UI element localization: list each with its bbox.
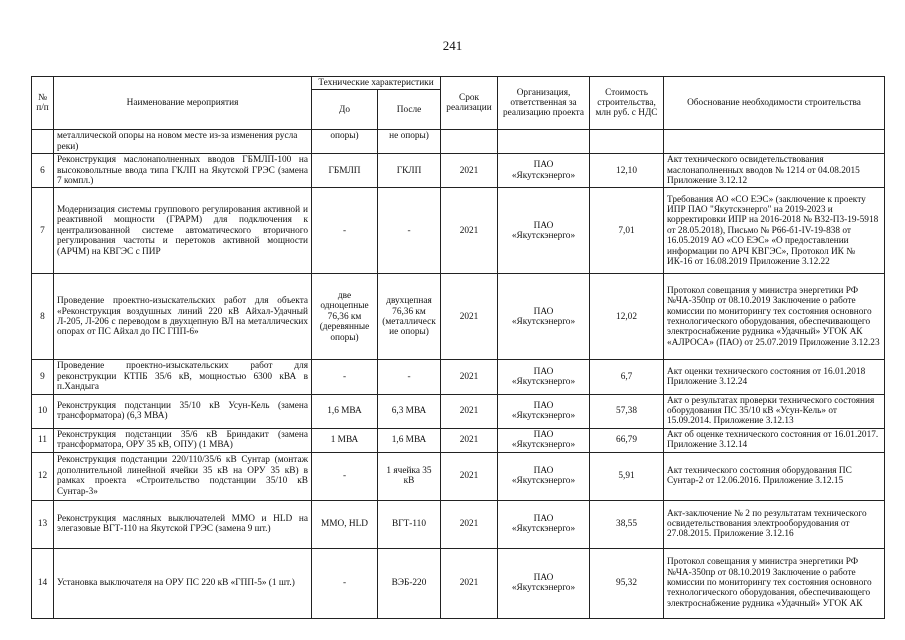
row-name: Реконструкция подстанции 35/10 кВ Усун-Кель (замена трансформатора) (6,3 МВА) <box>54 394 312 428</box>
row-term: 2021 <box>441 452 498 500</box>
row-num: 9 <box>32 360 54 394</box>
row-num: 14 <box>32 548 54 618</box>
row-name: Реконструкция подстанции 220/110/35/6 кВ Сунтар (монтаж дополнительной линейной ячейки 35 кВ на ОРУ 35 кВ) в рамках проекта «Строительство подстанции 35/10 кВ Сунтар-3» <box>54 452 312 500</box>
row-term: 2021 <box>441 154 498 188</box>
row-before: - <box>312 360 378 394</box>
header-cost: Стоимость строительства, млн руб. с НДС <box>590 77 664 130</box>
header-name: Наименование мероприятия <box>54 77 312 130</box>
row-before: 1,6 МВА <box>312 394 378 428</box>
projects-table <box>31 76 885 619</box>
row-after: ВГТ-110 <box>378 500 441 548</box>
header-before: До <box>312 90 378 130</box>
row-term: 2021 <box>441 188 498 274</box>
row-term: 2021 <box>441 500 498 548</box>
header-after: После <box>378 90 441 130</box>
table-row <box>32 394 885 428</box>
row-reason: Акт об оценке технического состояния от 16.01.2017. Приложение 3.12.14 <box>664 428 885 452</box>
row-name: Проведение проектно-изыскательских работ для реконструкции КТПБ 35/6 кВ, мощностью 6300 кВА в п.Хандыга <box>54 360 312 394</box>
row-term: 2021 <box>441 394 498 428</box>
row-name: Модернизация системы группового регулирования активной и реактивной мощности (ГРАРМ) для подключения к централизованной системе автоматического вторичного регулирования частоты и перетоков активной мощности (АРЧМ) на КВГЭС с ПИР <box>54 188 312 274</box>
row-before: 1 МВА <box>312 428 378 452</box>
table-row <box>32 188 885 274</box>
row-num: 11 <box>32 428 54 452</box>
row-after: - <box>378 360 441 394</box>
row-org: ПАО «Якутскэнерго» <box>498 452 590 500</box>
row-num: 12 <box>32 452 54 500</box>
row-name: Реконструкция масляных выключателей ММО и HLD на элегазовые ВГТ-110 на Якутской ГРЭС (замена 9 шт.) <box>54 500 312 548</box>
row-before: - <box>312 548 378 618</box>
row-after: двухцепная 76,36 км (металлическ ие опоры) <box>378 274 441 360</box>
header-tech: Технические характеристики <box>312 77 441 90</box>
row-before: две одноцепные 76,36 км (деревянные опоры) <box>312 274 378 360</box>
row-cost: 7,01 <box>590 188 664 274</box>
row-reason: Акт технического состояния оборудования ПС Сунтар-2 от 12.06.2016. Приложение 3.12.15 <box>664 452 885 500</box>
row-term: 2021 <box>441 548 498 618</box>
row-cost: 57,38 <box>590 394 664 428</box>
row-cost: 66,79 <box>590 428 664 452</box>
row-name: Проведение проектно-изыскательских работ для объекта «Реконструкция воздушных линий 220 кВ Айхал-Удачный Л-205, Л-206 с переводом в двухцепную ВЛ на металлических опорах от ПС Айхал до ПС ГПП-6» <box>54 274 312 360</box>
row-after: ГКЛП <box>378 154 441 188</box>
row-after: 1,6 МВА <box>378 428 441 452</box>
table-row <box>32 428 885 452</box>
row-name: металлической опоры на новом месте из-за изменения русла реки) <box>54 130 312 154</box>
row-term: 2021 <box>441 274 498 360</box>
header-reason: Обоснование необходимости строительства <box>664 77 885 130</box>
row-cost: 95,32 <box>590 548 664 618</box>
row-reason: Акт-заключение № 2 по результатам технического освидетельствования электрооборудования от 27.08.2015. Приложение 3.12.16 <box>664 500 885 548</box>
row-reason: Акт о результатах проверки технического состояния оборудования ПС 35/10 кВ «Усун-Кель» от 15.09.2014. Приложение 3.12.13 <box>664 394 885 428</box>
row-cost: 6,7 <box>590 360 664 394</box>
table-row <box>32 452 885 500</box>
header-num: № п/п <box>32 77 54 130</box>
row-org: ПАО «Якутскэнерго» <box>498 274 590 360</box>
row-num: 6 <box>32 154 54 188</box>
row-name: Реконструкция маслонаполненных вводов ГБМЛП-100 на высоковольтные ввода типа ГКЛП на Якутской ГРЭС (замена 7 компл.) <box>54 154 312 188</box>
row-num: 8 <box>32 274 54 360</box>
row-cost: 5,91 <box>590 452 664 500</box>
page-number: 241 <box>442 38 463 53</box>
row-reason: Требования АО «СО ЕЭС» (заключение к проекту ИПР ПАО "Якутскэнерго" на 2019-2023 и корректировки ИПР на 2016-2018 № В32-П3-19-5918 от 28.05.2018), Письмо № Р66-б1-IV-19-838 от 16.05.2019 АО «СО ЕЭС» «О предоставлении информации по АРЧ КВГЭС», Протокол ИК № ИК-16 от 16.08.2019 Приложение 3.12.22 <box>664 188 885 274</box>
row-term: 2021 <box>441 428 498 452</box>
header-term: Срок реализации <box>441 77 498 130</box>
row-org: ПАО «Якутскэнерго» <box>498 188 590 274</box>
row-cost: 38,55 <box>590 500 664 548</box>
table-row-continuation <box>32 130 885 154</box>
row-reason: Акт технического освидетельствования маслонаполненных вводов № 1214 от 04.08.2015 Приложение 3.12.12 <box>664 154 885 188</box>
row-before: - <box>312 452 378 500</box>
row-name: Установка выключателя на ОРУ ПС 220 кВ «ГПП-5» (1 шт.) <box>54 548 312 618</box>
row-num: 13 <box>32 500 54 548</box>
row-reason: Акт оценки технического состояния от 16.01.2018 Приложение 3.12.24 <box>664 360 885 394</box>
row-after: 1 ячейка 35 кВ <box>378 452 441 500</box>
table-row <box>32 274 885 360</box>
row-org: ПАО «Якутскэнерго» <box>498 394 590 428</box>
row-cost: 12,10 <box>590 154 664 188</box>
row-term: 2021 <box>441 360 498 394</box>
table-row <box>32 360 885 394</box>
row-before: ММО, HLD <box>312 500 378 548</box>
row-org: ПАО «Якутскэнерго» <box>498 428 590 452</box>
row-after: не опоры) <box>378 130 441 154</box>
row-org: ПАО «Якутскэнерго» <box>498 548 590 618</box>
row-num: 7 <box>32 188 54 274</box>
row-reason: Протокол совещания у министра энергетики РФ №ЧА-350пр от 08.10.2019 Заключение о работе комиссии по мониторингу тех состояния основного технологического оборудования, обеспечивающего электроснабжение рудника «Удачный» УГОК АК «АЛРОСА» (ПАО) от 25.07.2019 Приложение 3.12.23 <box>664 274 885 360</box>
row-num: 10 <box>32 394 54 428</box>
row-before: опоры) <box>312 130 378 154</box>
row-name: Реконструкция подстанции 35/6 кВ Бриндакит (замена трансформатора, ОРУ 35 кВ, ОПУ) (1 МВА) <box>54 428 312 452</box>
table-row <box>32 548 885 618</box>
row-before: - <box>312 188 378 274</box>
row-after: 6,3 МВА <box>378 394 441 428</box>
row-org: ПАО «Якутскэнерго» <box>498 154 590 188</box>
row-cost: 12,02 <box>590 274 664 360</box>
row-before: ГБМЛП <box>312 154 378 188</box>
row-after: - <box>378 188 441 274</box>
table-row <box>32 500 885 548</box>
row-org: ПАО «Якутскэнерго» <box>498 500 590 548</box>
table-row <box>32 154 885 188</box>
row-reason: Протокол совещания у министра энергетики РФ №ЧА-350пр от 08.10.2019 Заключение о работе комиссии по мониторингу тех состояния основного технологического оборудования, обеспечивающего электроснабжение рудника «Удачный» УГОК АК <box>664 548 885 618</box>
row-org: ПАО «Якутскэнерго» <box>498 360 590 394</box>
row-after: ВЭБ-220 <box>378 548 441 618</box>
header-org: Организация, ответственная за реализацию проекта <box>498 77 590 130</box>
